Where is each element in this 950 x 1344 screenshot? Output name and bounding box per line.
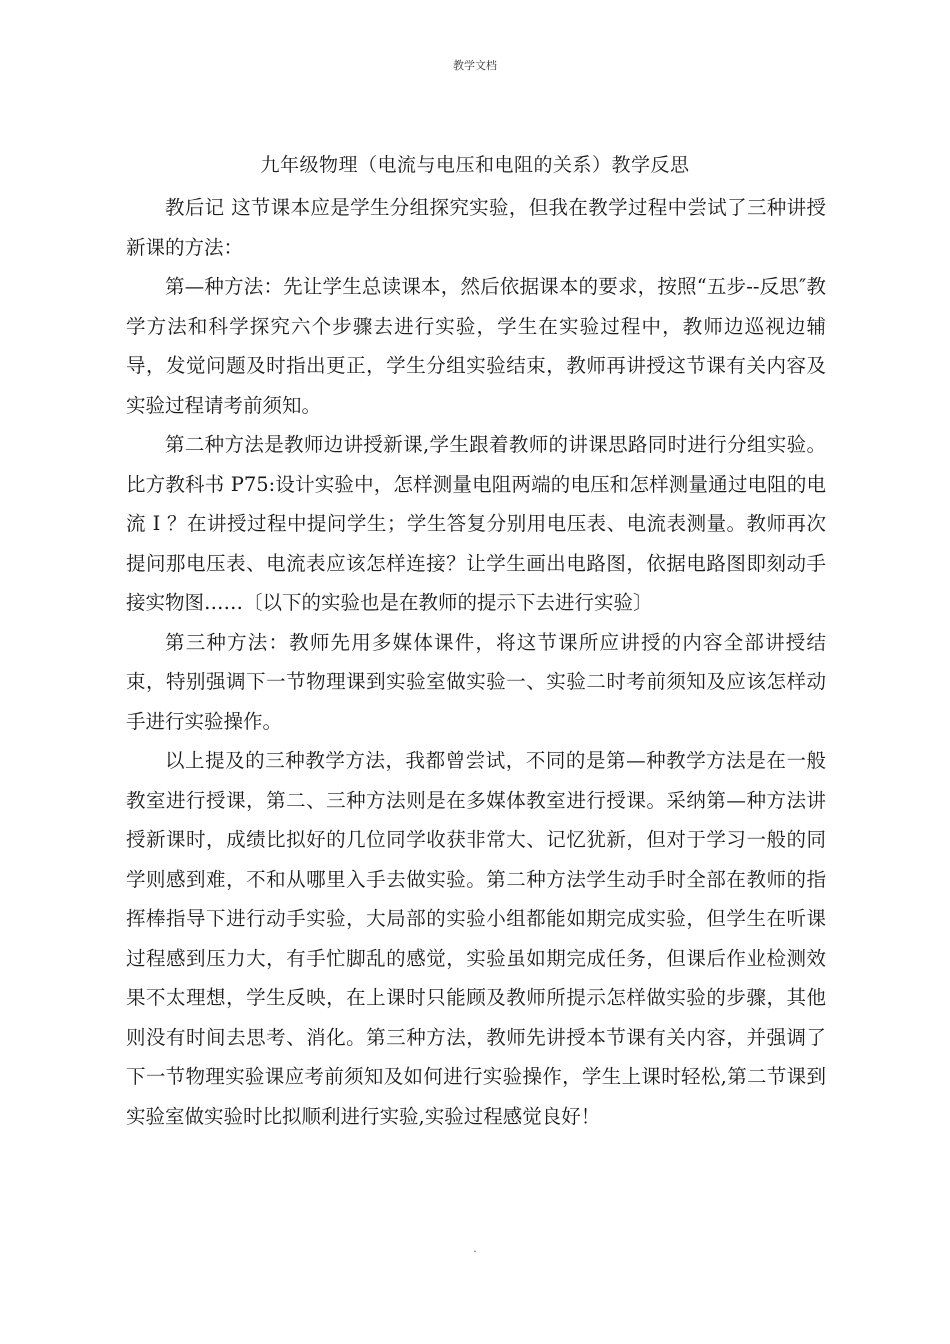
document-title: 九年级物理（电流与电压和电阻的关系）教学反思 <box>260 154 690 176</box>
paragraph-intro: 教后记 这节课本应是学生分组探究实验，但我在教学过程中尝试了三种讲授新课的方法： <box>126 196 826 259</box>
paragraph-method-three: 第三种方法：教师先用多媒体课件，将这节课所应讲授的内容全部讲授结束，特别强调下一节物理课到实验室做实验一、实验二时考前须知及应该怎样动手进行实验操作。 <box>126 630 826 733</box>
paragraph-method-one: 第—种方法：先让学生总读课本，然后依据课本的要求，按照“五步--反思″教学方法和科学探究六个步骤去进行实验，学生在实验过程中，教师边巡视边辅导，发觉问题及时指出更正，学生分组实验结束，教师再讲授这节课有关内容及实验过程请考前须知。 <box>126 275 826 417</box>
document-body <box>126 188 826 1136</box>
paragraph-summary: 以上提及的三种教学方法，我都曾尝试，不同的是第—种教学方法是在一般教室进行授课，第二、三种方法则是在多媒体教室进行授课。采纳第—种方法讲授新课时，成绩比拟好的几位同学收获非常大、记忆犹新，但对于学习一般的同学则感到难，不和从哪里入手去做实验。第二种方法学生动手时全部在教师的指挥棒指导下进行动手实验，大局部的实验小组都能如期完成实验，但学生在听课过程感到压力大，有手忙脚乱的感觉，实验虽如期完成任务，但课后作业检测效果不太理想，学生反映，在上课时只能顾及教师所提示怎样做实验的步骤，其他则没有时间去思考、消化。第三种方法，教师先讲授本节课有关内容，并强调了下一节物理实验课应考前须知及如何进行实验操作，学生上课时轻松,第二节课到实验室做实验时比拟顺利进行实验,实验过程感觉良好！ <box>126 749 826 1128</box>
page-header: 教学文档 <box>453 59 497 72</box>
paragraph-method-two: 第二种方法是教师边讲授新课,学生跟着教师的讲课思路同时进行分组实验。比方教科书 P75:设计实验中，怎样测量电阻两端的电压和怎样测量通过电阻的电流 I ？在讲授过程中提问学生；学生答复分别用电压表、电流表测量。教师再次提问那电压表、电流表应该怎样连接？让学生画出电路图，依据电路图即刻动手接实物图……〔以下的实验也是在教师的提示下去进行实验〕 <box>126 433 826 614</box>
page-footer: . <box>473 1244 477 1255</box>
